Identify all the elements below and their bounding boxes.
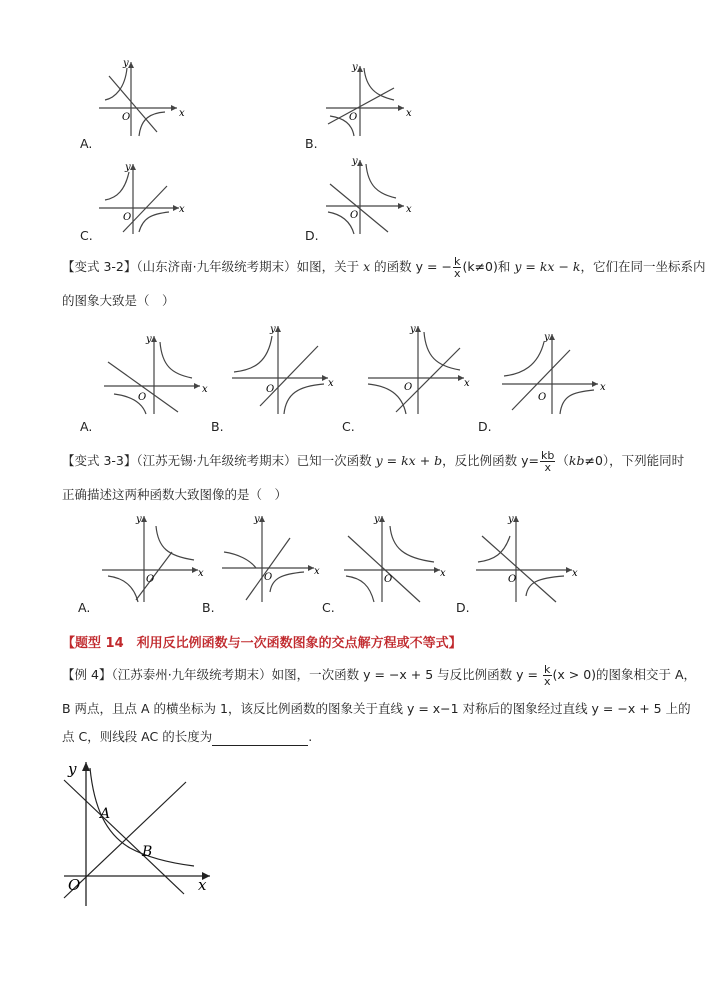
graph-32d <box>498 330 608 416</box>
x-axis-label: x <box>198 568 204 579</box>
option-a[interactable]: A. <box>78 600 91 615</box>
section-heading: 【题型 14 利用反比例函数与一次函数图象的交点解方程或不等式】 <box>62 636 462 651</box>
origin-label: O <box>68 876 81 894</box>
question-tag: 【例 4】 <box>62 667 112 682</box>
fraction: $\frac{k}{x}$ <box>543 663 551 688</box>
y-axis-label: y <box>508 514 514 525</box>
x-axis-label: x <box>406 108 412 119</box>
option-d[interactable]: D. <box>456 600 470 615</box>
question-tag: 【变式 3-2】 <box>62 259 137 274</box>
origin-label: O <box>138 392 147 403</box>
y-axis-label: y <box>146 334 152 345</box>
option-d[interactable]: D. <box>478 419 492 434</box>
origin-label: O <box>264 572 273 583</box>
y-axis-label: y <box>254 514 260 525</box>
option-d[interactable]: D. <box>305 228 319 243</box>
graph-33a <box>98 512 208 604</box>
x-axis-label: x <box>572 568 578 579</box>
graph-1d <box>322 156 412 236</box>
graph-32b <box>228 322 338 416</box>
origin-label: O <box>349 112 358 123</box>
y-axis-label: y <box>68 760 77 778</box>
x-axis-label: x <box>406 204 412 215</box>
example-4-line2: B 两点，且点 A 的横坐标为 1，该反比例函数的图象关于直线 y = x−1 对称后的图象经过直线 y = −x + 5 上的 <box>62 701 691 716</box>
graph-1b <box>322 62 412 138</box>
question-3-3-line2: 正确描述这两种函数大致图像的是（ ） <box>62 487 288 502</box>
origin-label: O <box>266 384 275 395</box>
graph-1a <box>95 58 185 138</box>
origin-label: O <box>404 382 413 393</box>
origin-label: O <box>146 574 155 585</box>
y-axis-label: y <box>352 156 358 167</box>
option-b[interactable]: B. <box>305 136 318 151</box>
graph-1c <box>95 160 185 236</box>
option-b[interactable]: B. <box>202 600 215 615</box>
option-c[interactable]: C. <box>342 419 355 434</box>
y-axis-label: y <box>374 514 380 525</box>
graph-33c <box>340 512 450 604</box>
option-b[interactable]: B. <box>211 419 224 434</box>
origin-label: O <box>508 574 517 585</box>
option-c[interactable]: C. <box>80 228 93 243</box>
origin-label: O <box>350 210 359 221</box>
y-axis-label: y <box>352 62 358 73</box>
fraction: $\frac{kb}{x}$ <box>541 449 555 474</box>
x-axis-label: x <box>464 378 470 389</box>
x-axis-label: x <box>179 204 185 215</box>
y-axis-label: y <box>270 324 276 335</box>
question-3-2-line2: 的图象大致是（ ） <box>62 293 175 308</box>
x-axis-label: x <box>202 384 208 395</box>
option-a[interactable]: A. <box>80 419 93 434</box>
example-4-line3: 点 C，则线段 AC 的长度为 . <box>62 729 313 744</box>
x-axis-label: x <box>440 568 446 579</box>
point-a-label: A <box>100 806 111 822</box>
question-3-2-line1: 【变式 3-2】（山东济南·九年级统考期末）如图，关于 x 的函数 y = − $\frac{k}{x}$ (k≠0)和 y = kx − k，它们在同一坐标系内 <box>62 255 706 280</box>
answer-blank[interactable] <box>212 733 308 746</box>
origin-label: O <box>538 392 547 403</box>
origin-label: O <box>384 574 393 585</box>
question-3-3-line1: 【变式 3-3】（江苏无锡·九年级统考期末）已知一次函数 y = kx + b，反比例函数 y= $\frac{kb}{x}$ （kb≠0），下列能同时 <box>62 449 685 474</box>
origin-label: O <box>122 112 131 123</box>
point-b-label: B <box>142 844 153 860</box>
question-source: （山东济南·九年级统考期末） <box>136 259 297 274</box>
x-axis-label: x <box>314 566 320 577</box>
option-c[interactable]: C. <box>322 600 335 615</box>
x-axis-label: x <box>198 876 207 894</box>
x-axis-label: x <box>179 108 185 119</box>
x-axis-label: x <box>328 378 334 389</box>
y-axis-label: y <box>123 58 129 69</box>
graph-32a <box>100 332 210 416</box>
graph-32c <box>364 322 474 416</box>
graph-33b <box>218 512 328 604</box>
y-axis-label: y <box>125 162 131 173</box>
y-axis-label: y <box>544 332 550 343</box>
question-source: （江苏泰州·九年级统考期末） <box>111 667 272 682</box>
fraction: $\frac{k}{x}$ <box>453 255 461 280</box>
graph-33d <box>472 512 582 604</box>
question-tag: 【变式 3-3】 <box>62 453 137 468</box>
origin-label: O <box>123 212 132 223</box>
example-4-figure <box>60 758 220 908</box>
y-axis-label: y <box>136 514 142 525</box>
option-a[interactable]: A. <box>80 136 93 151</box>
question-source: （江苏无锡·九年级统考期末） <box>136 453 297 468</box>
example-4-line1: 【例 4】（江苏泰州·九年级统考期末）如图，一次函数 y = −x + 5 与反比例函数 y = $\frac{k}{x}$ (x > 0)的图象相交于 A， <box>62 663 697 688</box>
x-axis-label: x <box>600 382 606 393</box>
y-axis-label: y <box>410 324 416 335</box>
